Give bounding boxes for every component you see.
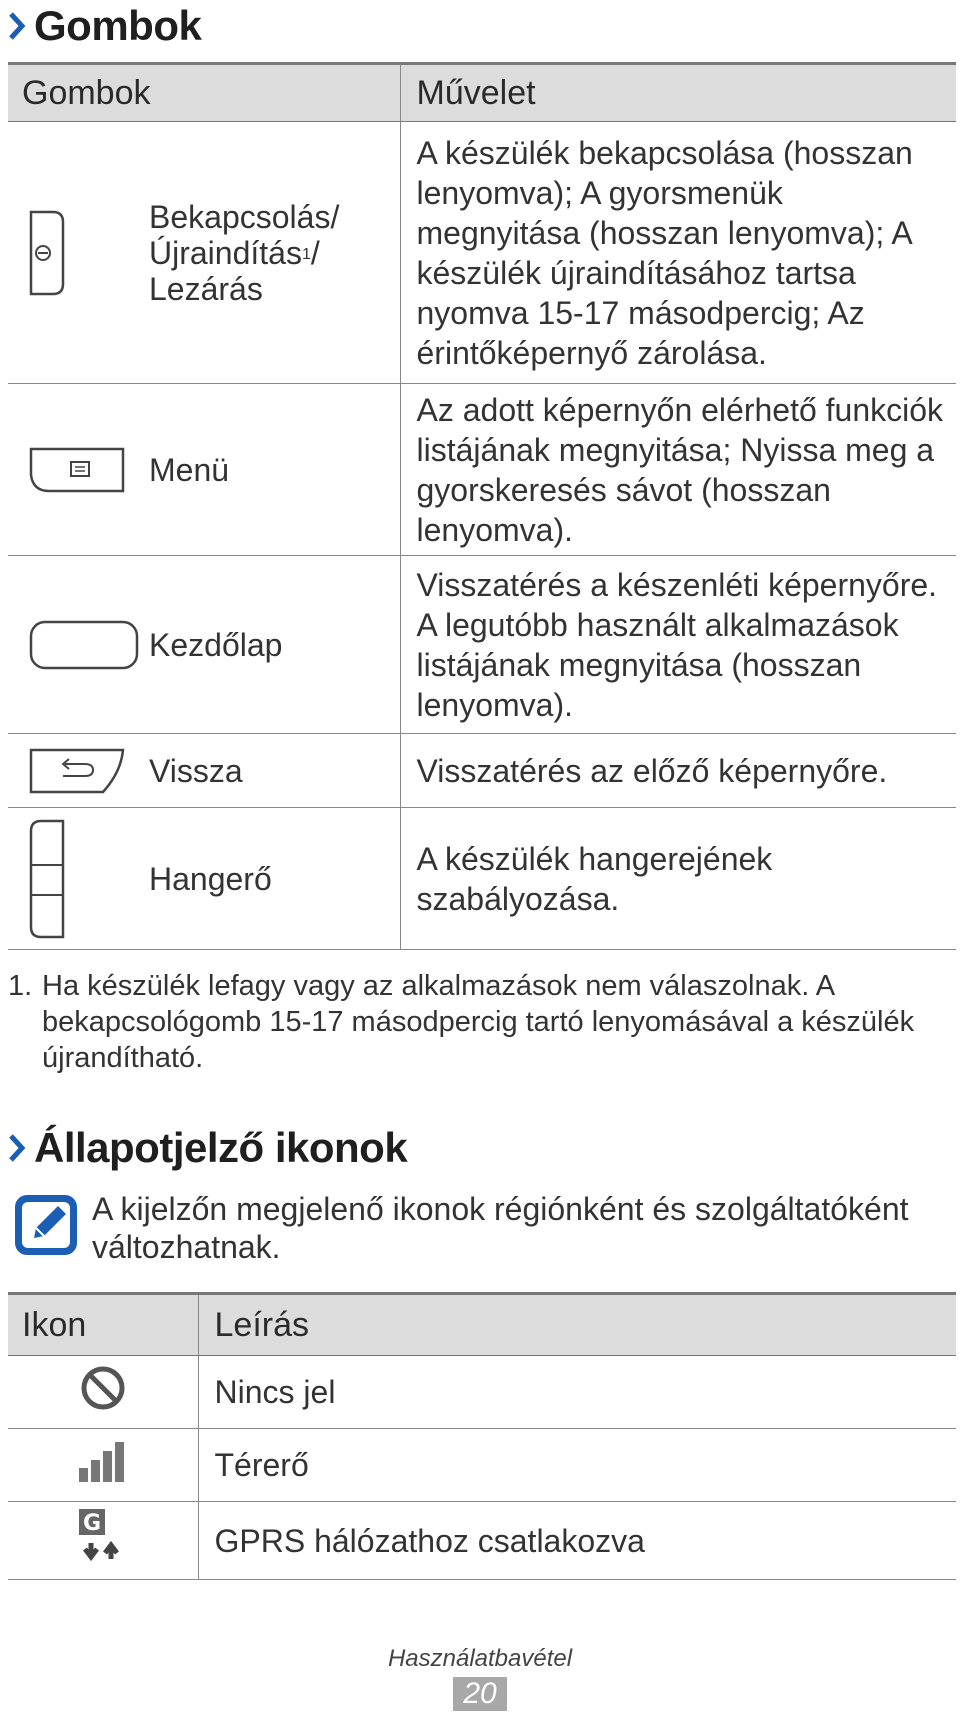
no-signal-icon	[79, 1383, 127, 1419]
note-text: A kijelzőn megjelenő ikonok régiónként és szolgáltatóként változhatnak.	[92, 1191, 909, 1265]
keys-table	[8, 62, 956, 950]
section-title: Állapotjelző ikonok	[34, 1124, 408, 1171]
note-box	[0, 1190, 960, 1266]
chevron-right-icon	[0, 1133, 34, 1163]
gprs-glyph: G	[82, 1511, 101, 1536]
action-power: A készülék bekapcsolása (hosszan lenyomva); A gyorsmenük megnyitása (hosszan lenyomva); A készülék újraindításához tartsa nyomva 15-17 másodpercig; Az érintőképernyő zárolása.	[400, 122, 956, 384]
note-pencil-icon	[0, 1190, 92, 1266]
table-row	[8, 1429, 956, 1502]
action-back: Visszatérés az előző képernyőre.	[400, 734, 956, 808]
key-label-home: Kezdőlap	[149, 626, 283, 663]
footnote	[8, 968, 938, 1076]
action-volume: A készülék hangerejének szabályozása.	[400, 808, 956, 950]
table-row	[8, 1502, 956, 1580]
power-key-icon	[9, 208, 149, 298]
page-footer	[0, 1645, 960, 1711]
key-label-menu: Menü	[149, 451, 230, 488]
table-row	[8, 734, 956, 808]
header-leiras: Leírás	[198, 1294, 956, 1356]
page-title: Gombok	[34, 2, 202, 49]
footnote-text: Ha készülék lefagy vagy az alkalmazások nem válaszolnak. A bekapcsológomb 15-17 másodpercig tartó lenyomásával a készülék újrandítható.	[42, 970, 915, 1074]
footer-section-name: Használatbavétel	[387, 1645, 573, 1672]
status-icons-table	[8, 1292, 956, 1580]
table-row	[8, 1356, 956, 1429]
chevron-right-icon	[0, 11, 34, 41]
header-gombok: Gombok	[8, 64, 400, 122]
desc-signal-strength: Térerő	[198, 1429, 956, 1502]
section-heading-gombok	[0, 2, 201, 50]
menu-key-icon	[9, 445, 149, 495]
action-home: Visszatérés a készenléti képernyőre. A legutóbb használt alkalmazások listájának megnyitása (hosszan lenyomva).	[400, 556, 956, 734]
gprs-icon	[77, 1511, 129, 1572]
back-key-icon	[9, 746, 149, 796]
table-row	[8, 384, 956, 556]
key-label-volume: Hangerő	[149, 860, 272, 897]
action-menu: Az adott képernyőn elérhető funkciók listájának megnyitása; Nyissa meg a gyorskeresés sávot (hosszan lenyomva).	[400, 384, 956, 556]
signal-strength-icon	[77, 1455, 129, 1491]
table-row	[8, 122, 956, 384]
table-row	[8, 556, 956, 734]
header-ikon: Ikon	[8, 1294, 198, 1356]
page-number: 20	[453, 1677, 506, 1711]
desc-gprs: GPRS hálózathoz csatlakozva	[198, 1502, 956, 1580]
key-label-back: Vissza	[149, 752, 243, 789]
header-muvelet: Művelet	[400, 64, 956, 122]
section-heading-allapotjelzo	[0, 1124, 407, 1172]
footnote-number: 1.	[8, 970, 33, 1002]
volume-key-icon	[9, 817, 149, 941]
key-label-power: Bekapcsolás/ Újraindítás$^1$/ Lezárás	[149, 198, 340, 307]
desc-no-signal: Nincs jel	[198, 1356, 956, 1429]
home-key-icon	[9, 618, 149, 672]
table-row	[8, 808, 956, 950]
